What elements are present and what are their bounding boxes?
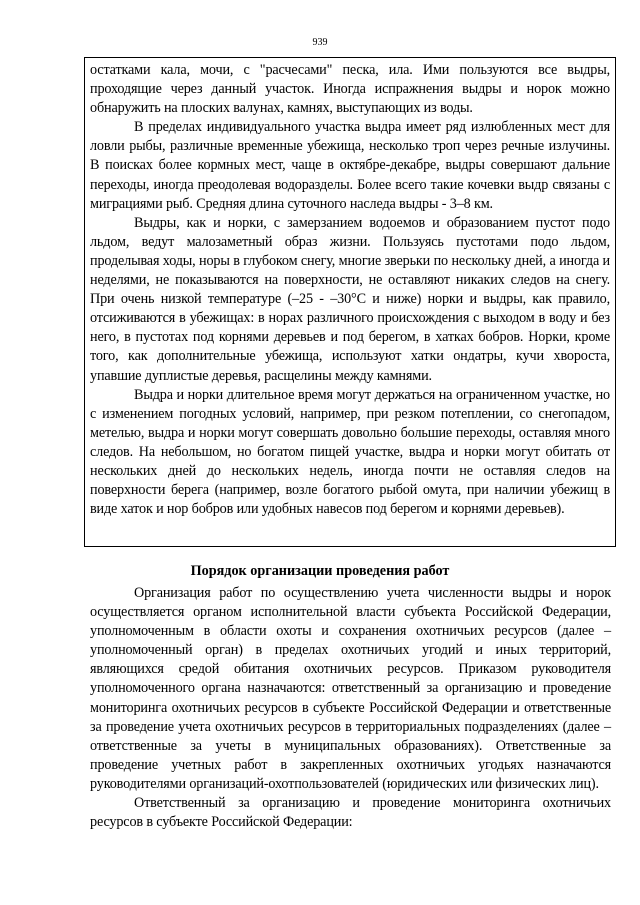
body-paragraph: Организация работ по осуществлению учета численности выдры и норок осуществляется органом исполнительной власти субъекта Российской Федерации, уполномоченным в области охоты и сохранения охотничьих ресурсов (далее – уполномоченный орган) в пределах охотничьих угодий и иных территорий, являющихся средой обитания охотничьих ресурсов. Приказом руководителя уполномоченного органа назначаются: ответственный за организацию и проведение мониторинга охотничьих ресурсов в субъекте Российской Федерации и ответственные за проведение учета охотничьих ресурсов в территориальных подразделениях (далее – ответственные за учеты в муниципальных образованиях). Ответственные за проведение учетных работ в закрепленных охотничьих угодьях назначаются руководителями организаций-охотпользователей (юридических или физических лиц). <box>90 585 611 792</box>
boxed-text-block <box>84 57 616 547</box>
page-number: 939 <box>312 37 328 48</box>
boxed-paragraph: Выдры, как и норки, с замерзанием водоемов и образованием пустот подо льдом, ведут малозаметный образ жизни. Пользуясь пустотами подо льдом, проделывая ходы, норы в глубоком снегу, многие зверьки по нескольку дней, а иногда и неделями, не показываются на поверхности, не оставляют никаких следов на снегу. При очень низкой температуре (–25 - –30°С и ниже) норки и выдры, как правило, отсиживаются в убежищах: в норах различного происхождения с выходом в воду и без него, в пустотах под корнями деревьев и под берегом, в хатках бобров. Норки, кроме того, как дополнительные убежища, используют хатки ондатры, кучи хвороста, упавшие дуплистые деревья, расщелины между камнями. <box>90 214 610 384</box>
boxed-paragraph: остатками кала, мочи, с "расчесами" песка, ила. Ими пользуются все выдры, проходящие через данный участок. Иногда испражнения выдры и норок можно обнаружить на плоских валунах, камнях, выступающих из воды. <box>90 62 610 117</box>
main-text-block <box>90 584 611 832</box>
boxed-paragraph: В пределах индивидуального участка выдра имеет ряд излюбленных мест для ловли рыбы, различные временные убежища, несколько троп через речные излучины. В поисках более кормных мест, чаще в октябре-декабре, выдры совершают дальние переходы, иногда преодолевая водоразделы. Более всего такие кочевки выдр связаны с миграциями рыб. Средняя длина суточного наследа выдры - 3–8 км. <box>90 119 610 212</box>
boxed-paragraph: Выдра и норки длительное время могут держаться на ограниченном участке, но с изменением погодных условий, например, при резком потеплении, со снегопадом, метелью, выдра и норки могут совершать довольно большие переходы, оставляя много следов. На небольшом, но богатом пищей участке, выдра и норки могут обитать от нескольких дней до нескольких недель, иногда почти не оставляя следов на поверхности берега (например, возле богатого рыбой омута, при наличии убежищ в виде хаток и нор бобров или удобных навесов под берегом и корнями деревьев). <box>90 386 610 518</box>
section-title: Порядок организации проведения работ <box>190 563 450 579</box>
body-paragraph: Ответственный за организацию и проведение мониторинга охотничьих ресурсов в субъекте Российской Федерации: <box>90 795 611 831</box>
